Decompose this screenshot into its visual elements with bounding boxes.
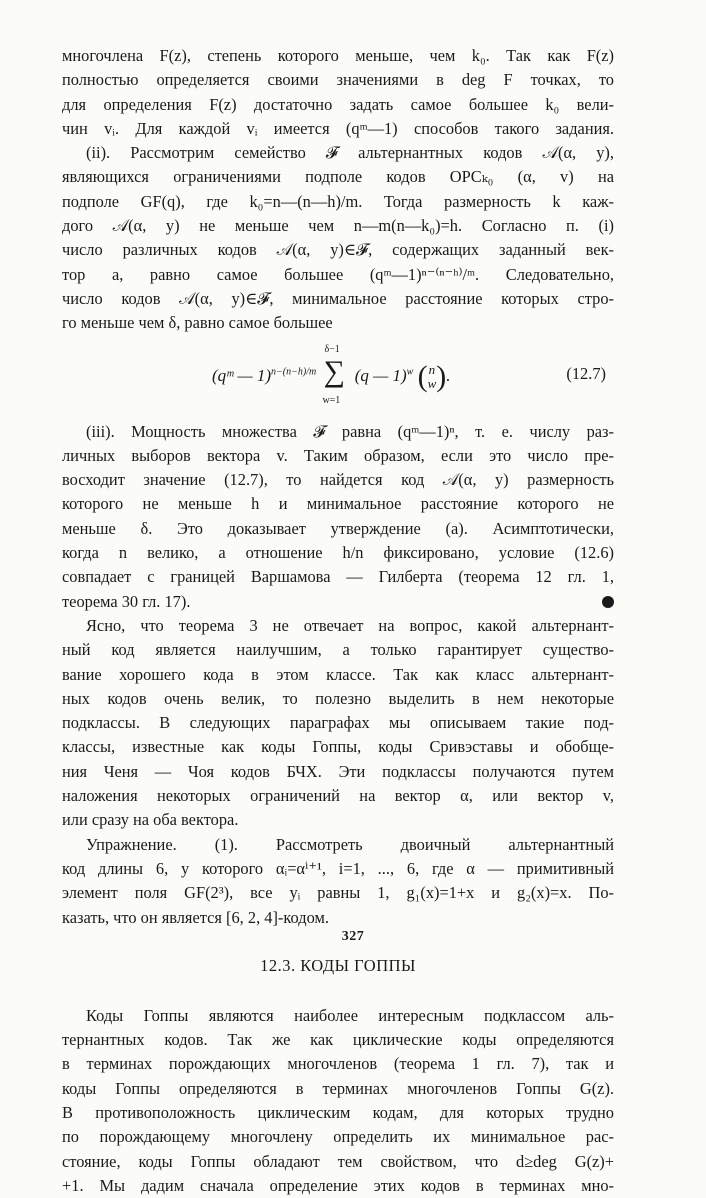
- text-line: или сразу на оба вектора.: [62, 810, 239, 830]
- sum-lower-limit: w=1: [322, 394, 341, 406]
- display-formula: [62, 336, 614, 420]
- text-line: ния Ченя — Чоя кодов БЧХ. Эти подклассы получаются путем: [62, 761, 614, 781]
- text-line: наложения некоторых ограничений на вектор α, или вектор v,: [62, 786, 614, 806]
- text-line: ный код является наилучшим, а только гарантирует существо-: [62, 640, 614, 660]
- text-line: подполе GF(q), где k₀=n—(n—h)/m. Тогда размерность k каж-: [62, 191, 614, 211]
- summation: [320, 343, 350, 406]
- text-line: (ii). Рассмотрим семейство 𝓕 альтернантных кодов 𝒜(α, y),: [86, 143, 614, 163]
- text-line: коды Гоппы определяются в терминах многочленов Гоппы G(z).: [62, 1078, 614, 1098]
- equation-number: (12.7): [566, 363, 606, 383]
- sum-sign: ∑: [323, 354, 345, 388]
- text-line: Коды Гоппы являются наиболее интересным подклассом аль-: [86, 1005, 614, 1025]
- text-line: (iii). Мощность множества 𝓕 равна (qᵐ—1)ⁿ, т. е. числу раз-: [86, 421, 614, 441]
- end-of-proof-bullet-icon: [602, 596, 614, 608]
- text-line: когда n велико, а отношение h/n фиксировано, условие (12.6): [62, 543, 614, 563]
- formula-period: .: [446, 365, 451, 385]
- formula-term-exponent: w: [406, 365, 414, 377]
- text-line: которого не меньше h и минимальное расстояние которого не: [62, 494, 614, 514]
- formula-body: [212, 343, 451, 406]
- sum-upper-limit: δ−1: [324, 343, 340, 355]
- text-line: тернантных кодов. Так же как циклические коды определяются: [62, 1030, 614, 1050]
- text-line: дого 𝒜(α, y) не меньше чем n—m(n—k₀)=h. Согласно п. (i): [62, 216, 614, 236]
- text-line: +1. Мы дадим сначала определение этих кодов в терминах мно-: [62, 1175, 614, 1195]
- text-line: го меньше чем δ, равно самое большее: [62, 313, 333, 333]
- formula-lhs: (qᵐ — 1): [212, 365, 272, 385]
- text-line: вание хорошего кода в этом классе. Так как класс альтернант-: [62, 664, 614, 684]
- text-line: классы, известные как коды Гоппы, коды Сривэставы и обобще-: [62, 737, 614, 757]
- page-text: [62, 44, 614, 1198]
- text-line: являющихся ограничениями подполе кодов OPCₖ₀ (α, v) на: [62, 167, 614, 187]
- text-line: теорема 30 гл. 17).: [62, 591, 191, 611]
- text-line: совпадает с границей Варшамова — Гилберта (теорема 12 гл. 1,: [62, 567, 614, 587]
- text-line: код длины 6, у которого αᵢ=αⁱ⁺¹, i=1, ..., 6, где α — примитивный: [62, 858, 614, 878]
- text-line: стояние, коды Гоппы обладают тем свойством, что d≥deg G(z)+: [62, 1151, 614, 1171]
- text-line: по порождающему многочлену определить их минимальное рас-: [62, 1127, 614, 1147]
- page-number: 327: [341, 929, 365, 944]
- proof-end-line: [62, 590, 614, 614]
- text-line: личных выборов вектора v. Таким образом, если это число пре-: [62, 445, 614, 465]
- text-line: многочлена F(z), степень которого меньше, чем k₀. Так как F(z): [62, 46, 614, 65]
- text-line: чин vᵢ. Для каждой vᵢ имеется (qᵐ—1) способов такого задания.: [62, 118, 614, 138]
- text-line: Упражнение. (1). Рассмотреть двоичный альтернантный: [86, 834, 614, 854]
- text-line: казать, что он является [6, 2, 4]-кодом.: [62, 907, 329, 927]
- text-line: полностью определяется своими значениями в deg F точках, то: [62, 70, 614, 90]
- text-line: восходит значение (12.7), то найдется код 𝒜(α, y) размерность: [62, 470, 614, 490]
- text-line: подклассы. В следующих параграфах мы описываем такие под-: [62, 713, 614, 733]
- text-line: Ясно, что теорема 3 не отвечает на вопрос, какой альтернант-: [86, 615, 614, 635]
- text-line: меньше δ. Это доказывает утверждение (а). Асимптотически,: [62, 518, 614, 538]
- text-line: для определения F(z) достаточно задать самое большее k₀ вели-: [62, 94, 614, 114]
- formula-term: (q — 1): [354, 365, 407, 385]
- text-line: число различных кодов 𝒜(α, y)∈𝓕, содержащих заданный век-: [62, 240, 614, 260]
- text-line: в терминах порождающих многочленов (теорема 1 гл. 7), так и: [62, 1054, 614, 1074]
- text-line: число кодов 𝒜(α, y)∈𝓕, минимальное расстояние которых стро-: [62, 288, 614, 308]
- formula-lhs-exponent: n−(n−h)/m: [271, 365, 317, 377]
- text-line: элемент поля GF(2³), все yᵢ равны 1, g₁(x)=1+x и g₂(x)=x. По-: [62, 883, 614, 903]
- binomial-top: n: [428, 361, 436, 377]
- text-line: В противоположность циклическим кодам, для которых трудно: [62, 1102, 614, 1122]
- binomial: ( n w ): [417, 359, 447, 393]
- text-line: тор a, равно самое большее (qᵐ—1)ⁿ⁻⁽ⁿ⁻ʰ⁾/ᵐ. Следовательно,: [62, 264, 614, 284]
- text-line: ных кодов очень велик, то полезно выделить в нем некоторые: [62, 688, 614, 708]
- binomial-bottom: w: [427, 375, 437, 391]
- section-heading: 12.3. КОДЫ ГОППЫ: [260, 955, 416, 975]
